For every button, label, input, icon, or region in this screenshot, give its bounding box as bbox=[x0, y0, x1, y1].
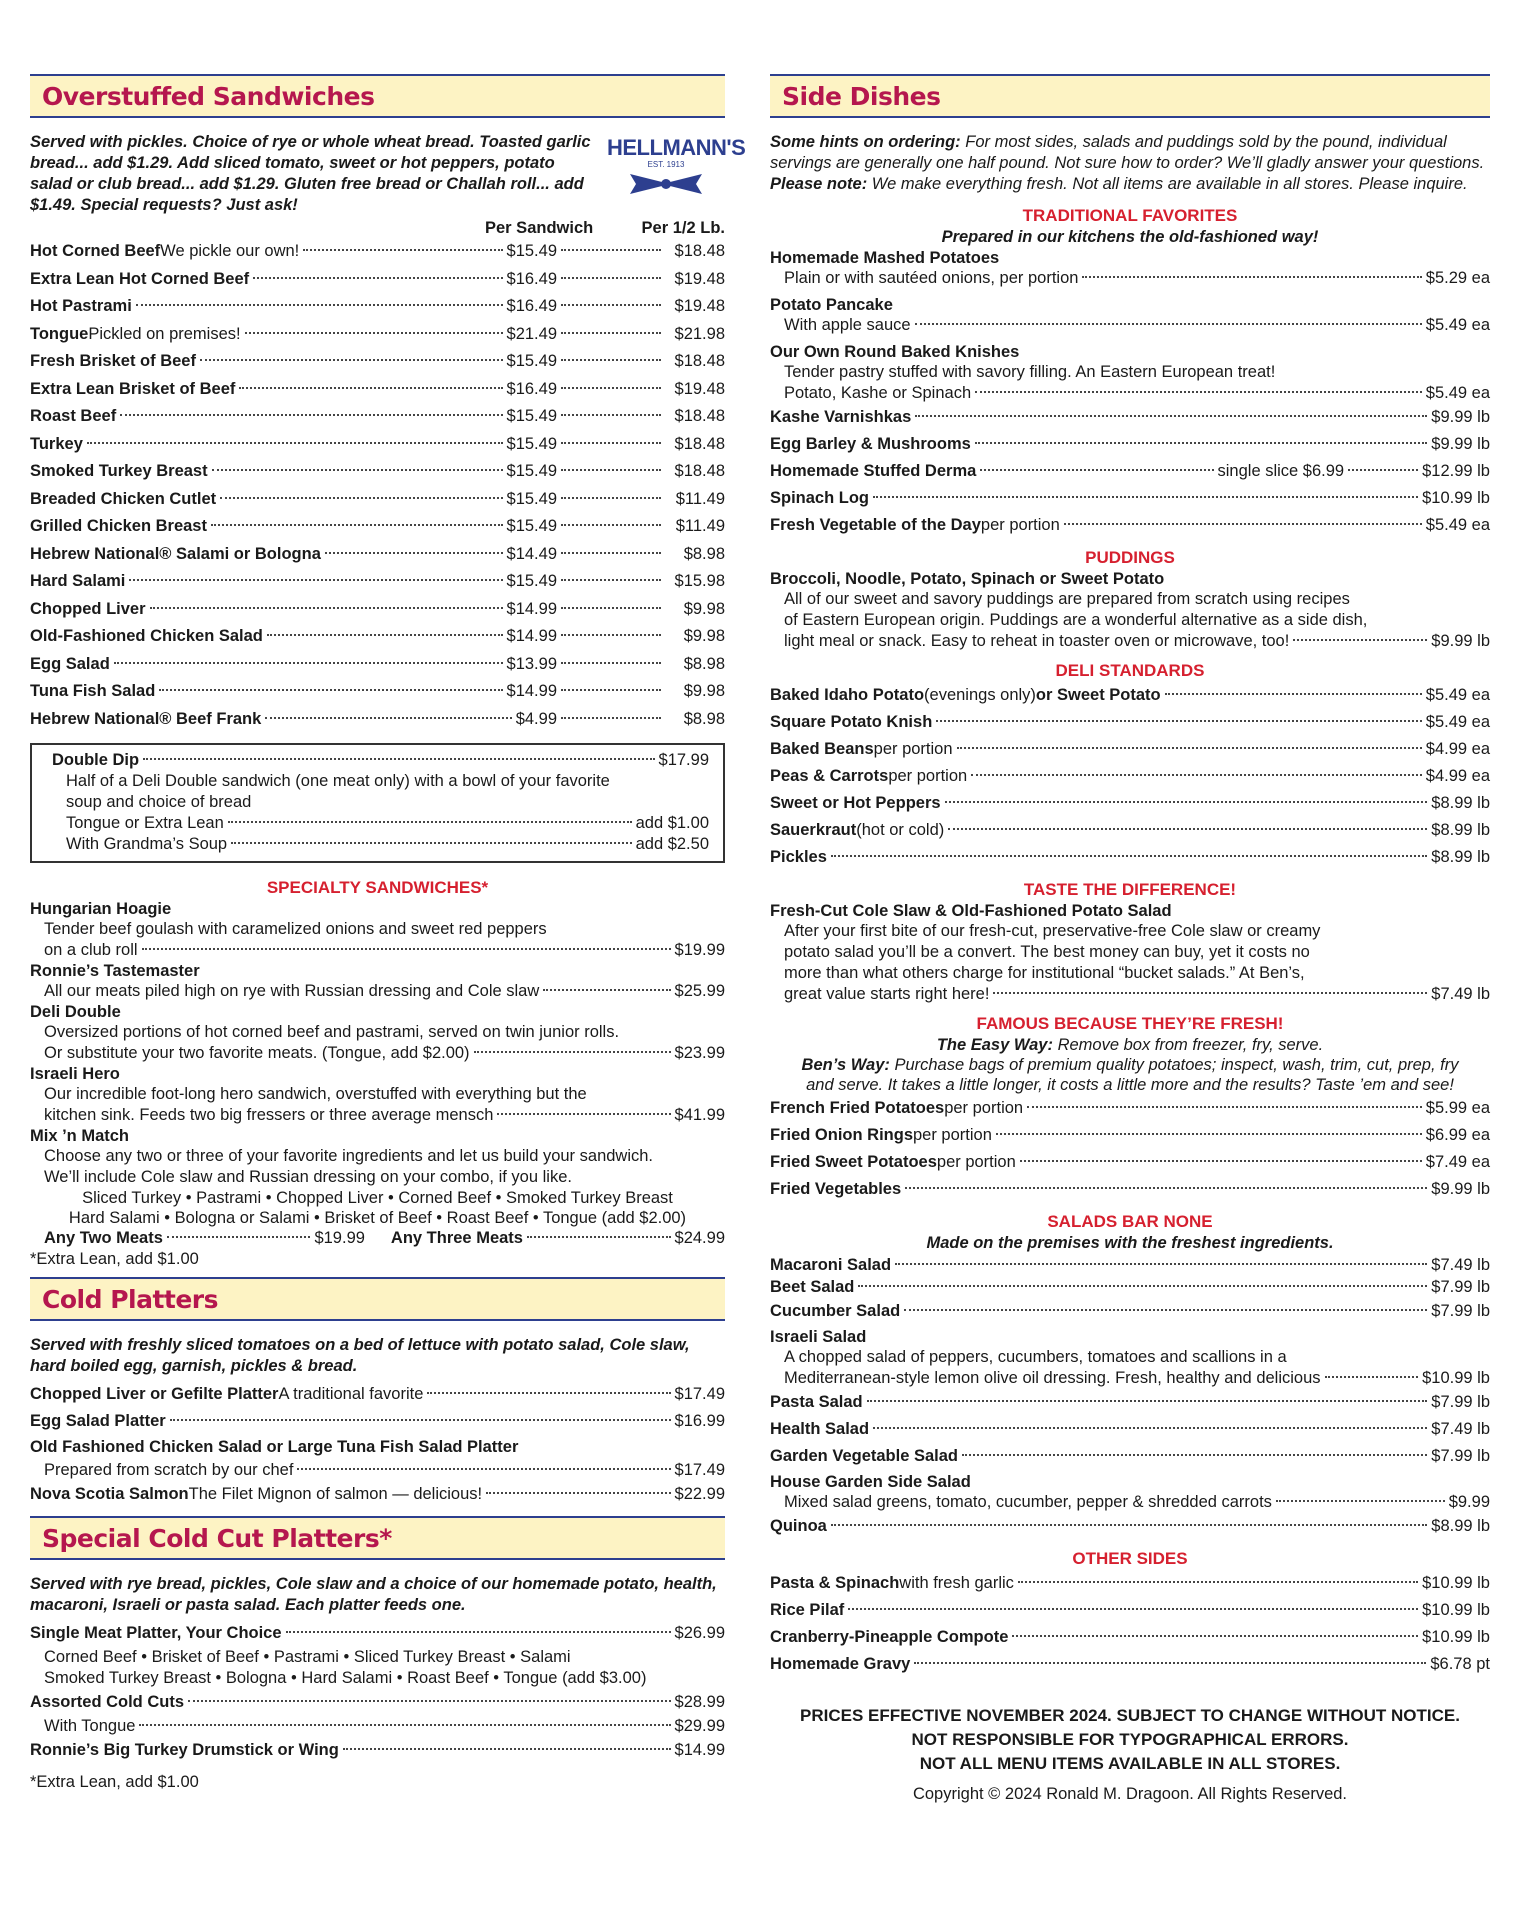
menu-item-fried bbox=[770, 1176, 1490, 1203]
item-house-salad: House Garden Side Salad bbox=[770, 1473, 971, 1491]
item-price: $9.99 lb bbox=[1431, 1180, 1490, 1198]
item-name: Hard Salami bbox=[30, 572, 126, 590]
price-per-half-lb: $9.98 bbox=[683, 627, 725, 645]
ribbon-icon bbox=[626, 170, 706, 196]
price-per-half-lb: $9.98 bbox=[683, 599, 725, 618]
price-per-sandwich: $14.99 bbox=[506, 682, 557, 700]
item-desc: per portion bbox=[888, 767, 968, 785]
item-turkey-drumstick: Ronnie’s Big Turkey Drumstick or Wing $14.99 bbox=[30, 1741, 725, 1759]
price-column-headers: Per Sandwich Per 1/2 Lb. bbox=[485, 219, 725, 237]
item-desc: per portion bbox=[913, 1126, 992, 1144]
sandwiches-intro: Served with pickles. Choice of rye or whole wheat bread. Toasted garlic bread... add $1.29. Add sliced tomato, sweet or hot peppers, potato salad or club bread... add $1.29. Gluten free bread or Challah roll... add $1.49. Special requests? Just ask! HELLMANN'S EST. 1913 bbox=[30, 133, 746, 214]
price-per-sandwich: $15.49 bbox=[506, 572, 557, 590]
menu-item-sandwich bbox=[30, 266, 725, 294]
cold-cut-note: *Extra Lean, add $1.00 bbox=[30, 1773, 199, 1791]
please-note: Please note: We make everything fresh. Not all items are available in all stores. Please inquire. bbox=[770, 175, 1468, 193]
item-desc: (evenings only) bbox=[924, 686, 1036, 704]
ordering-hints: Some hints on ordering: For most sides, salads and puddings sold by the pound, individual servings are generally one half pound. Not sure how to order? We’ll gladly answer your questions. bbox=[770, 133, 1485, 172]
item-desc: Pickled on premises! bbox=[88, 324, 241, 343]
menu-item-other bbox=[770, 1651, 1490, 1678]
item-desc: per portion bbox=[944, 1099, 1024, 1117]
price-per-half-lb: $18.48 bbox=[674, 434, 725, 453]
double-dip-box: Double Dip $17.99 Half of a Deli Double sandwich (one meat only) with a bowl of your favorite soup and choice of bread Tongue or Extra Lean add $1.00 With Grandma’s Soup add $2.50 bbox=[30, 743, 725, 863]
specialty-note: *Extra Lean, add $1.00 bbox=[30, 1250, 199, 1268]
item-hungarian-hoagie: Hungarian Hoagie Tender beef goulash with caramelized onions and sweet red peppers on a club roll $19.99 bbox=[30, 900, 725, 959]
menu-item-sandwich bbox=[30, 293, 725, 321]
price-per-half-lb: $19.48 bbox=[674, 379, 725, 398]
item-kashe-varnishkas: Kashe Varnishkas $9.99 lb bbox=[770, 408, 1490, 426]
price-per-half-lb: $8.98 bbox=[683, 709, 725, 728]
item-name: Homemade Gravy bbox=[770, 1655, 911, 1673]
item-egg-barley: Egg Barley & Mushrooms $9.99 lb bbox=[770, 435, 1490, 453]
menu-item-fried bbox=[770, 1122, 1490, 1149]
item-price: $8.99 lb bbox=[1431, 821, 1490, 839]
item-name: French Fried Potatoes bbox=[770, 1099, 945, 1117]
menu-item-sandwich bbox=[30, 706, 725, 734]
price-per-sandwich: $4.99 bbox=[515, 709, 557, 728]
item-price: $6.99 ea bbox=[1425, 1126, 1490, 1144]
price-per-half-lb: $11.49 bbox=[675, 517, 725, 535]
sandwich-list bbox=[30, 238, 725, 733]
item-beet-salad: Beet Salad $7.99 lb bbox=[770, 1278, 1490, 1296]
hellmanns-logo: HELLMANN'S EST. 1913 bbox=[607, 136, 725, 216]
item-price: $10.99 lb bbox=[1422, 1574, 1490, 1592]
item-macaroni-salad: Macaroni Salad $7.49 lb bbox=[770, 1256, 1490, 1274]
item-ronnies-tastemaster: Ronnie’s Tastemaster All our meats piled high on rye with Russian dressing and Cole slaw $25.99 bbox=[30, 962, 725, 1000]
item-name: Fried Sweet Potatoes bbox=[770, 1153, 937, 1171]
price-per-half-lb: $19.48 bbox=[674, 269, 725, 288]
menu-item-deli bbox=[770, 736, 1490, 763]
menu-item-deli bbox=[770, 682, 1490, 709]
item-single-meat-platter: Single Meat Platter, Your Choice $26.99 bbox=[30, 1624, 725, 1642]
puddings-subhead: PUDDINGS bbox=[1085, 548, 1175, 567]
menu-item-fried bbox=[770, 1149, 1490, 1176]
menu-item-sandwich bbox=[30, 376, 725, 404]
item-name: Turkey bbox=[30, 434, 83, 453]
item-name: Sauerkraut bbox=[770, 821, 857, 839]
price-per-half-lb: $18.48 bbox=[674, 352, 725, 370]
item-potato-pancake: Potato Pancake bbox=[770, 296, 893, 314]
item-desc: We pickle our own! bbox=[160, 242, 300, 260]
item-name-2: or Sweet Potato bbox=[1035, 686, 1161, 704]
item-stuffed-derma: Homemade Stuffed Derma single slice $6.99 $12.99 lb bbox=[770, 462, 1490, 480]
item-name: Breaded Chicken Cutlet bbox=[30, 489, 217, 508]
menu-item-sandwich bbox=[30, 596, 725, 624]
item-price: $8.99 lb bbox=[1431, 794, 1490, 812]
item-mix-n-match: Mix ’n Match Choose any two or three of your favorite ingredients and let us build your sandwich. We’ll include Cole slaw and Russian dressing on your combo, if you like. Sliced Turkey • Pastrami • Chopped Liver • Corned Beef • Smoked Turkey Breast Hard Salami • Bologna or Salami • Brisket of Beef • Roast Beef • Tongue (add $2.00) Any Two Meats $19.99 Any Three Meats $24.99 bbox=[30, 1127, 725, 1247]
other-sides-list bbox=[770, 1570, 1490, 1678]
item-name: Sweet or Hot Peppers bbox=[770, 794, 941, 812]
menu-item-sandwich bbox=[30, 568, 725, 596]
item-name: Pasta & Spinach bbox=[770, 1574, 900, 1592]
price-per-half-lb: $8.98 bbox=[683, 544, 725, 563]
price-per-sandwich: $15.49 bbox=[506, 242, 557, 260]
deli-standards-subhead: DELI STANDARDS bbox=[1055, 661, 1205, 680]
specialty-subhead: SPECIALTY SANDWICHES* bbox=[266, 878, 489, 897]
traditional-subhead: TRADITIONAL FAVORITES bbox=[1022, 206, 1238, 225]
item-israeli-hero: Israeli Hero Our incredible foot-long hero sandwich, overstuffed with everything but the kitchen sink. Feeds two big fressers or three average mensch $41.99 bbox=[30, 1065, 725, 1124]
section-header-cold-cut-platters: Special Cold Cut Platters* bbox=[30, 1516, 725, 1560]
price-per-sandwich: $14.49 bbox=[506, 544, 557, 563]
taste-subhead: TASTE THE DIFFERENCE! bbox=[1023, 880, 1237, 899]
menu-item-deli bbox=[770, 790, 1490, 817]
item-name: Extra Lean Brisket of Beef bbox=[30, 379, 236, 398]
copyright: Copyright © 2024 Ronald M. Dragoon. All Rights Reserved. bbox=[912, 1785, 1348, 1803]
famous-subhead: FAMOUS BECAUSE THEY’RE FRESH! bbox=[976, 1014, 1284, 1033]
item-name: Grilled Chicken Breast bbox=[30, 517, 207, 535]
item-knishes: Our Own Round Baked Knishes bbox=[770, 343, 1020, 361]
price-per-half-lb: $21.98 bbox=[674, 324, 725, 343]
other-sides-subhead: OTHER SIDES bbox=[1072, 1549, 1188, 1568]
item-name: Tuna Fish Salad bbox=[30, 682, 156, 700]
price-per-half-lb: $18.48 bbox=[674, 242, 725, 260]
item-israeli-salad: Israeli Salad bbox=[770, 1328, 867, 1346]
item-price: $5.49 ea bbox=[1425, 686, 1490, 704]
item-name: Extra Lean Hot Corned Beef bbox=[30, 269, 250, 288]
price-per-sandwich: $21.49 bbox=[506, 324, 557, 343]
item-name: Smoked Turkey Breast bbox=[30, 462, 208, 480]
item-price: $6.78 pt bbox=[1430, 1655, 1490, 1673]
section-header-cold-platters: Cold Platters bbox=[30, 1277, 725, 1321]
price-per-sandwich: $16.49 bbox=[506, 269, 557, 288]
menu-item-sandwich bbox=[30, 623, 725, 651]
item-name: Fried Onion Rings bbox=[770, 1126, 913, 1144]
section-header-sandwiches: Overstuffed Sandwiches bbox=[30, 74, 725, 118]
item-health-salad: Health Salad $7.49 lb bbox=[770, 1420, 1490, 1438]
menu-item-sandwich bbox=[30, 403, 725, 431]
item-nova-scotia-salmon: Nova Scotia Salmon The Filet Mignon of salmon — delicious! $22.99 bbox=[30, 1485, 725, 1503]
item-price: $5.99 ea bbox=[1425, 1099, 1490, 1117]
menu-item-deli bbox=[770, 709, 1490, 736]
price-per-sandwich: $16.49 bbox=[506, 379, 557, 398]
item-name: Chopped Liver bbox=[30, 599, 146, 618]
menu-item-sandwich bbox=[30, 238, 725, 266]
item-name: Rice Pilaf bbox=[770, 1601, 845, 1619]
price-per-half-lb: $11.49 bbox=[675, 489, 725, 508]
menu-item-other bbox=[770, 1570, 1490, 1597]
deli-standards-list bbox=[770, 682, 1490, 871]
price-per-sandwich: $15.49 bbox=[506, 462, 557, 480]
item-price: $4.99 ea bbox=[1425, 740, 1490, 758]
item-name: Old-Fashioned Chicken Salad bbox=[30, 627, 263, 645]
item-egg-salad-platter: Egg Salad Platter $16.99 bbox=[30, 1412, 725, 1430]
item-name: Baked Idaho Potato bbox=[770, 686, 925, 704]
item-mashed-potatoes: Homemade Mashed Potatoes bbox=[770, 249, 1000, 267]
menu-item-sandwich bbox=[30, 486, 725, 514]
item-cole-slaw-potato-salad: Fresh-Cut Cole Slaw & Old-Fashioned Potato Salad bbox=[770, 902, 1172, 920]
price-per-sandwich: $15.49 bbox=[506, 407, 557, 425]
price-per-half-lb: $15.98 bbox=[674, 572, 725, 590]
item-name: Fried Vegetables bbox=[770, 1180, 902, 1198]
item-garden-salad: Garden Vegetable Salad $7.99 lb bbox=[770, 1447, 1490, 1465]
item-name: Cranberry-Pineapple Compote bbox=[770, 1628, 1009, 1646]
price-per-sandwich: $14.99 bbox=[506, 627, 557, 645]
item-name: Tongue bbox=[30, 324, 89, 343]
fried-items-list bbox=[770, 1095, 1490, 1203]
item-price: $10.99 lb bbox=[1422, 1628, 1490, 1646]
item-chopped-liver-platter: Chopped Liver or Gefilte Platter A traditional favorite $17.49 bbox=[30, 1385, 725, 1403]
item-price: $10.99 lb bbox=[1422, 1601, 1490, 1619]
menu-item-sandwich bbox=[30, 651, 725, 679]
item-name: Peas & Carrots bbox=[770, 767, 889, 785]
item-assorted-cold-cuts: Assorted Cold Cuts $28.99 bbox=[30, 1693, 725, 1711]
item-name: Hot Pastrami bbox=[30, 297, 132, 315]
menu-item-deli bbox=[770, 844, 1490, 871]
item-price: $5.49 ea bbox=[1425, 713, 1490, 731]
price-per-sandwich: $15.49 bbox=[506, 434, 557, 453]
item-price: $8.99 lb bbox=[1431, 848, 1490, 866]
item-pasta-salad: Pasta Salad $7.99 lb bbox=[770, 1393, 1490, 1411]
item-spinach-log: Spinach Log $10.99 lb bbox=[770, 489, 1490, 507]
item-name: Egg Salad bbox=[30, 654, 110, 673]
item-quinoa: Quinoa $8.99 lb bbox=[770, 1517, 1490, 1535]
price-per-half-lb: $18.48 bbox=[674, 407, 725, 425]
item-chicken-salad-platter: Old Fashioned Chicken Salad or Large Tuna Fish Salad Platter bbox=[30, 1438, 519, 1456]
item-name: Fresh Brisket of Beef bbox=[30, 352, 196, 370]
item-price: $4.99 ea bbox=[1425, 767, 1490, 785]
menu-item-sandwich bbox=[30, 321, 725, 349]
price-per-half-lb: $19.48 bbox=[674, 297, 725, 315]
left-column: Overstuffed Sandwiches Served with pickles. Choice of rye or whole wheat bread. Toasted garlic bread... add $1.29. Add sliced tomato, sweet or hot peppers, potato salad or club bread... add $1.29. Gluten free bread or Challah roll... add $1.49. Special requests? Just ask! HELLMANN'S EST. 1913 Per Sandwich Per 1/2 Lb. Hot Corned Beef We pickle our own! $15.49 $18.48 Extra Lean Hot Corned Beef $16.49 $19.48 Hot Pastrami $16.49 $19.48 Tongue Pickled on premises! $21.49 $21.98 Fresh Brisket of Beef $15.49 $18.48 Extra Lean Brisket of Beef $16.49 $19.48 Roast Beef $15.49 $18.48 Turkey $15.49 $18.48 Smoked Turkey Breast $15.49 $18.48 Breaded Chicken Cutlet $15.49 $11.49 Grilled Chicken Breast $15.49 $11.49 Hebrew National® Salami or Bologna $14.49 $8.98 Hard Salami $15.49 $15.98 Chopped Liver $14.99 $9.98 Old-Fashioned Chicken Salad $14.99 $9.98 Egg Salad $13.99 $8.98 Tuna Fish Salad $14.99 $9.98 Hebrew National® Beef Frank $4.99 $8.98 Double Dip $17.99 Half of a Deli Double sandwich (one meat only) with a bowl of your favorite soup and choice of bread Tongue or Extra Lean add $1.00 With Grandma’s Soup add $2.50 SPECIALTY SANDWICHES* Hungarian Hoagie Tender beef goulash with caramelized onions and sweet red peppers on a club roll $19.99 Ronnie’s Tastemaster All our meats piled high on rye with Russian dressing and Cole slaw $25.99 Deli Double Oversized portions of hot corned beef and pastrami, served on twin junior rolls. Or substitute your two favorite meats. (Tongue, add $2.00) $23.99 Israeli Hero Our incredible foot-long hero sandwich, overstuffed with everything but the kitchen sink. Feeds two big fressers or three average mensch $41.99 Mix ’n Match Choose any two or three of your favorite ingredients and let us build your sandwich. We’ll include Cole slaw and Russian dressing on your combo, if you like. Sliced Turkey • Pastrami • Chopped Liver • Corned Beef • Smoked Turkey Breast Hard Salami • Bologna or Salami • Brisket of Beef • Roast Beef • Tongue (add $2.00) Any Two Meats $19.99 Any Three Meats $24.99 *Extra Lean, add $1.00 Cold Platters Served with freshly sliced tomatoes on a bed of lettuce with potato salad, Cole slaw, hard boiled egg, garnish, pickles & bread. Chopped Liver or Gefilte Platter A traditional favorite $17.49 Egg Salad Platter $16.99 Old Fashioned Chicken Salad or Large Tuna Fish Salad Platter Prepared from scratch by our chef $17.49 Nova Scotia Salmon The Filet Mignon of salmon — delicious! $22.99 Special Cold Cut Platters* Served with rye bread, pickles, Cole slaw and a choice of our homemade potato, health, macaroni, Israeli or pasta salad. Each platter feeds one. Single Meat Platter, Your Choice $26.99 Corned Beef • Brisket of Beef • Pastrami • Sliced Turkey Breast • Salami Smoked Turkey Breast • Bologna • Hard Salami • Roast Beef • Tongue (add $3.00) Assorted Cold Cuts $28.99 With Tongue $29.99 Ronnie’s Big Turkey Drumstick or Wing $14.99 *Extra Lean, add $1.00 bbox=[30, 74, 725, 1792]
section-header-side-dishes: Side Dishes bbox=[770, 74, 1490, 118]
right-column: Side Dishes Some hints on ordering: For most sides, salads and puddings sold by the pound, individual servings are generally one half pound. Not sure how to order? We’ll gladly answer your questions. Please note: We make everything fresh. Not all items are available in all stores. Please inquire. TRADITIONAL FAVORITES Prepared in our kitchens the old-fashioned way! Homemade Mashed Potatoes Plain or with sautéed onions, per portion $5.29 ea Potato Pancake With apple sauce $5.49 ea Our Own Round Baked Knishes Tender pastry stuffed with savory filling. An Eastern European treat! Potato, Kashe or Spinach $5.49 ea Kashe Varnishkas $9.99 lb Egg Barley & Mushrooms $9.99 lb Homemade Stuffed Derma single slice $6.99 $12.99 lb Spinach Log $10.99 lb Fresh Vegetable of the Day per portion $5.49 ea PUDDINGS Broccoli, Noodle, Potato, Spinach or Sweet Potato All of our sweet and savory puddings are prepared from scratch using recipes of Eastern European origin. Puddings are a wonderful alternative as a side dish, light meal or snack. Easy to reheat in toaster oven or microwave, too! $9.99 lb DELI STANDARDS Baked Idaho Potato (evenings only) or Sweet Potato $5.49 ea Square Potato Knish $5.49 ea Baked Beans per portion $4.99 ea Peas & Carrots per portion $4.99 ea Sweet or Hot Peppers $8.99 lb Sauerkraut (hot or cold) $8.99 lb Pickles $8.99 lb TASTE THE DIFFERENCE! Fresh-Cut Cole Slaw & Old-Fashioned Potato Salad After your first bite of our fresh-cut, preservative-free Cole slaw or creamy potato salad you’ll be a convert. The best money can buy, yet it costs no more than what others charge for institutional “bucket salads.” At Ben’s, great value starts right here! $7.49 lb FAMOUS BECAUSE THEY’RE FRESH! The Easy Way: Remove box from freezer, fry, serve. Ben’s Way: Purchase bags of premium quality potatoes; inspect, wash, trim, cut, prep, fry and serve. It takes a little longer, it costs a little more and the results? Taste ’em and see! French Fried Potatoes per portion $5.99 ea Fried Onion Rings per portion $6.99 ea Fried Sweet Potatoes per portion $7.49 ea Fried Vegetables $9.99 lb SALADS BAR NONE Made on the premises with the freshest ingredients. Macaroni Salad $7.49 lb Beet Salad $7.99 lb Cucumber Salad $7.99 lb Israeli Salad A chopped salad of peppers, cucumbers, tomatoes and scallions in a Mediterranean-style lemon olive oil dressing. Fresh, healthy and delicious $10.99 lb Pasta Salad $7.99 lb Health Salad $7.49 lb Garden Vegetable Salad $7.99 lb House Garden Side Salad Mixed salad greens, tomato, cucumber, pepper & shredded carrots $9.99 Quinoa $8.99 lb OTHER SIDES Pasta & Spinach with fresh garlic $10.99 lb Rice Pilaf $10.99 lb Cranberry-Pineapple Compote $10.99 lb Homemade Gravy $6.78 pt PRICES EFFECTIVE NOVEMBER 2024. SUBJECT TO CHANGE WITHOUT NOTICE. NOT RESPONSIBLE FOR TYPOGRAPHICAL ERRORS. NOT ALL MENU ITEMS AVAILABLE IN ALL STORES. Copyright © 2024 Ronald M. Dragoon. All Rights Reserved. bbox=[770, 74, 1490, 1804]
item-fresh-vegetable: Fresh Vegetable of the Day per portion $5.49 ea bbox=[770, 516, 1490, 534]
item-name: Hebrew National® Salami or Bologna bbox=[30, 544, 321, 563]
footer-notice: PRICES EFFECTIVE NOVEMBER 2024. SUBJECT TO CHANGE WITHOUT NOTICE. bbox=[800, 1706, 1460, 1725]
salads-subhead: SALADS BAR NONE bbox=[1047, 1212, 1213, 1231]
item-name: Hebrew National® Beef Frank bbox=[30, 709, 262, 728]
menu-item-sandwich bbox=[30, 458, 725, 486]
menu-item-deli bbox=[770, 817, 1490, 844]
item-desc: (hot or cold) bbox=[856, 821, 945, 839]
menu-item-fried bbox=[770, 1095, 1490, 1122]
price-per-sandwich: $15.49 bbox=[506, 352, 557, 370]
price-per-sandwich: $13.99 bbox=[506, 654, 557, 673]
menu-item-sandwich bbox=[30, 678, 725, 706]
menu-item-deli bbox=[770, 763, 1490, 790]
price-per-sandwich: $14.99 bbox=[506, 599, 557, 618]
item-deli-double: Deli Double Oversized portions of hot corned beef and pastrami, served on twin junior rolls. Or substitute your two favorite meats. (Tongue, add $2.00) $23.99 bbox=[30, 1003, 725, 1062]
item-name: Square Potato Knish bbox=[770, 713, 933, 731]
item-desc: with fresh garlic bbox=[899, 1574, 1014, 1592]
menu-item-sandwich bbox=[30, 513, 725, 541]
item-price: $7.49 ea bbox=[1425, 1153, 1490, 1171]
item-name: Pickles bbox=[770, 848, 827, 866]
item-name: Baked Beans bbox=[770, 740, 874, 758]
menu-item-sandwich bbox=[30, 431, 725, 459]
price-per-half-lb: $9.98 bbox=[683, 682, 725, 700]
price-per-half-lb: $8.98 bbox=[683, 654, 725, 673]
menu-item-sandwich bbox=[30, 348, 725, 376]
item-puddings: Broccoli, Noodle, Potato, Spinach or Sweet Potato bbox=[770, 570, 1165, 588]
item-desc: per portion bbox=[936, 1153, 1016, 1171]
item-cucumber-salad: Cucumber Salad $7.99 lb bbox=[770, 1302, 1490, 1320]
item-name: Roast Beef bbox=[30, 407, 117, 425]
price-per-sandwich: $15.49 bbox=[506, 489, 557, 508]
item-desc: per portion bbox=[873, 740, 953, 758]
price-per-sandwich: $16.49 bbox=[506, 297, 557, 315]
menu-item-sandwich bbox=[30, 541, 725, 569]
price-per-sandwich: $15.49 bbox=[506, 517, 557, 535]
menu-item-other bbox=[770, 1597, 1490, 1624]
menu-item-other bbox=[770, 1624, 1490, 1651]
price-per-half-lb: $18.48 bbox=[674, 462, 725, 480]
item-name: Hot Corned Beef bbox=[30, 242, 161, 260]
